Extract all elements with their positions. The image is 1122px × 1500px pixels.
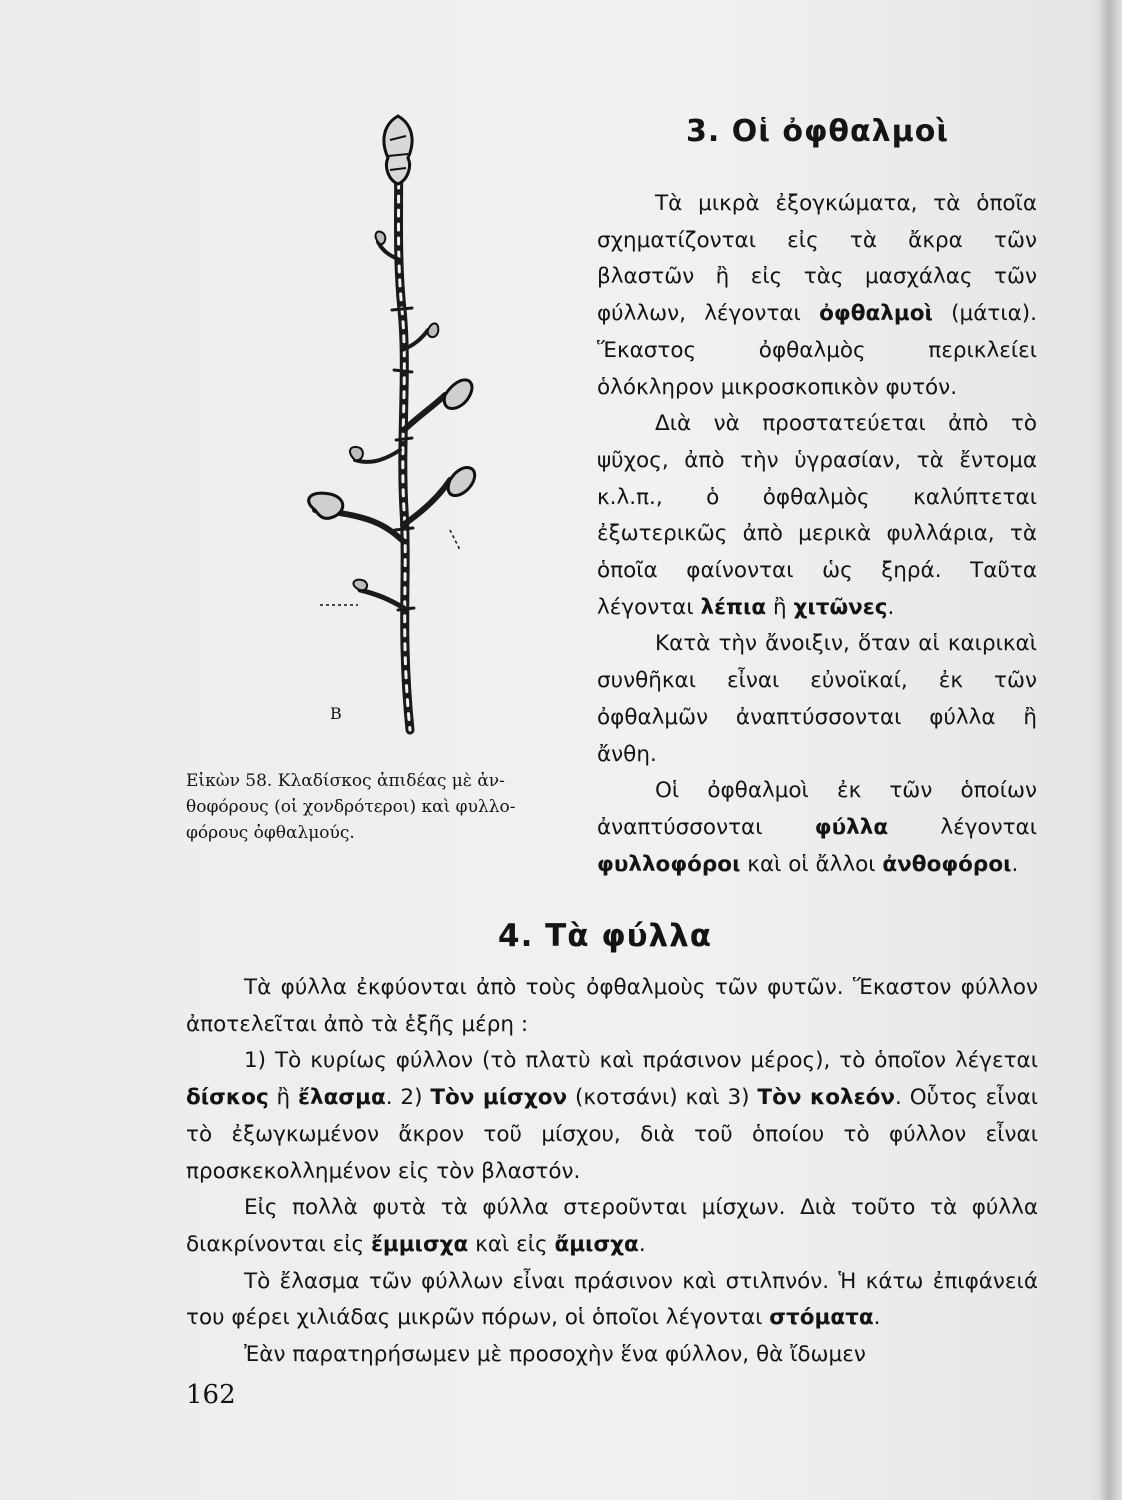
paragraph: Διὰ νὰ προστατεύεται ἀπὸ τὸ ψῦχος, ἀπὸ τὴν ὑγρασίαν, τὰ ἔντομα κ.λ.π., ὁ ὀφθαλμὸς καλύπτεται ἐξωτερικῶς ἀπὸ μερικὰ φυλλάρια, τὰ ὁποῖα φαίνονται ὡς ξηρά. Ταῦτα λέγονται λέπια ἢ χιτῶνες.	[597, 411, 1037, 620]
page-number: 162	[186, 1380, 236, 1410]
caption-line: φόρους ὀφθαλμούς.	[186, 823, 355, 843]
paragraph: Τὸ ἔλασμα τῶν φύλλων εἶναι πράσινον καὶ στιλπνόν. Ἡ κάτω ἐπιφάνειά του φέρει χιλιάδας μικρῶν πόρων, οἱ ὁποῖοι λέγονται στόματα.	[186, 1268, 1038, 1331]
figure-label: Β	[330, 704, 342, 723]
section-3-heading: 3. Οἱ ὀφθαλμοὶ	[686, 114, 950, 149]
section-4-heading: 4. Τὰ φύλλα	[498, 918, 713, 954]
paragraph: 1) Τὸ κυρίως φύλλον (τὸ πλατὺ καὶ πράσινον μέρος), τὸ ὁποῖον λέγεται δίσκος ἢ ἔλασμα. 2) Τὸν μίσχον (κοτσάνι) καὶ 3) Τὸν κολεόν. Οὗτος εἶναι τὸ ἐξωγκωμένον ἄκρον τοῦ μίσχου, διὰ τοῦ ὁποίου τὸ φύλλον εἶναι προσκεκολλημένον εἰς τὸν βλαστόν.	[186, 1048, 1039, 1184]
section-3-body	[597, 186, 1037, 883]
paragraph: Τὰ μικρὰ ἐξογκώματα, τὰ ὁποῖα σχηματίζονται εἰς τὰ ἄκρα τῶν βλαστῶν ἢ εἰς τὰς μασχάλας τῶν φύλλων, λέγονται ὀφθαλμοὶ (μάτια). Ἕκαστος ὀφθαλμὸς περικλείει ὁλόκληρον μικροσκοπικὸν φυτόν.	[597, 191, 1038, 400]
paragraph: Εἰς πολλὰ φυτὰ τὰ φύλλα στεροῦνται μίσχων. Διὰ τοῦτο τὰ φύλλα διακρίνονται εἰς ἔμμισχα καὶ εἰς ἄμισχα.	[186, 1195, 1038, 1257]
paragraph: Ἐὰν παρατηρήσωμεν μὲ προσοχὴν ἕνα φύλλον, θὰ ἴδωμεν	[244, 1342, 866, 1368]
section-4-body	[186, 970, 1038, 1374]
caption-line: θοφόρους (οἱ χονδρότεροι) καὶ φυλλο-	[186, 797, 516, 817]
page-edge	[1100, 0, 1122, 1500]
paragraph: Οἱ ὀφθαλμοὶ ἐκ τῶν ὁποίων ἀναπτύσσονται φύλλα λέγονται φυλλοφόροι καὶ οἱ ἄλλοι ἀνθοφόροι.	[597, 778, 1037, 877]
figure-caption	[186, 768, 576, 846]
paragraph: Κατὰ τὴν ἄνοιξιν, ὅταν αἱ καιρικαὶ συνθῆκαι εἶναι εὐνοϊκαί, ἐκ τῶν ὀφθαλμῶν ἀναπτύσσονται φύλλα ἢ ἄνθη.	[597, 631, 1037, 767]
caption-line: Εἰκὼν 58. Κλαδίσκος ἀπιδέας μὲ ἀν-	[186, 771, 505, 791]
paragraph: Τὰ φύλλα ἐκφύονται ἀπὸ τοὺς ὀφθαλμοὺς τῶν φυτῶν. Ἕκαστον φύλλον ἀποτελεῖται ἀπὸ τὰ ἑξῆς μέρη :	[186, 975, 1038, 1037]
pear-twig-illustration	[300, 110, 490, 740]
